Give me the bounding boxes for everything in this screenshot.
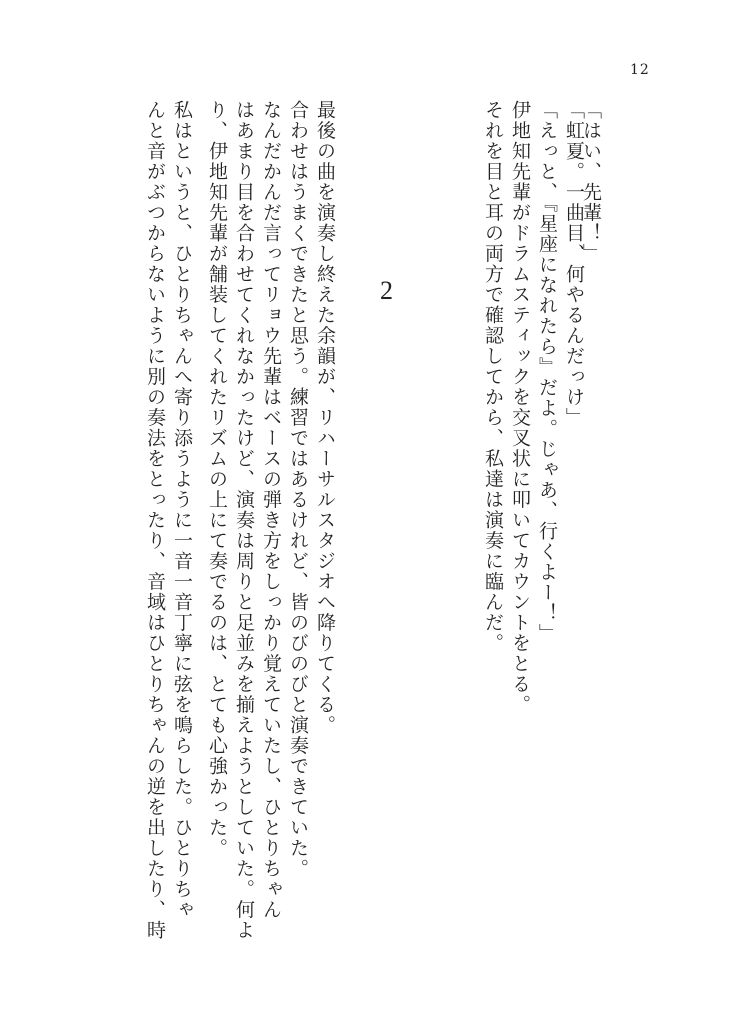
text-column-6: 最後の曲を演奏し終えた余韻が、リハーサルスタジオへ降りてくる。 [314,100,336,736]
text-column-11: 私はというと、ひとりちゃんへ寄り添うように一音一音丁寧に弦を鳴らした。ひとりちゃ [171,100,193,920]
text-column-7: 合わせはうまくできたと思う。練習ではあるけれど、皆のびのびと演奏できていた。 [287,100,309,879]
text-column-4: 伊地知先輩がドラムスティックを交叉状に叩いてカウントをとる。 [509,100,531,715]
text-column-8: なんだかんだ言ってリョウ先輩はベースの弾き方をしっかり覚えていたし、ひとりちゃん [260,100,282,920]
text-column-3: 「えっと、『星座になれたら』だよ。じゃあ、行くよー！」 [536,100,558,644]
page-number: 12 [630,62,650,78]
text-column-9: はあまり目を合わせてくれなかったけど、演奏は周りと足並みを揃えようとしていた。何よ [233,100,255,941]
section-number: 2 [380,276,393,305]
text-column-2: 「虹夏。一曲目、何やるんだっけ」 [563,100,585,428]
text-column-5: それを目と耳の両方で確認してから、私達は演奏に臨んだ。 [482,100,504,654]
text-column-1: 「はい、先輩！」 [580,100,602,264]
text-column-10: り、伊地知先輩が舗装してくれたリズムの上にて奏でるのは、とても心強かった。 [206,100,228,859]
text-column-12: んと音がぶつからないように別の奏法をとったり、音域はひとりちゃんの逆を出したり、時 [144,100,166,941]
